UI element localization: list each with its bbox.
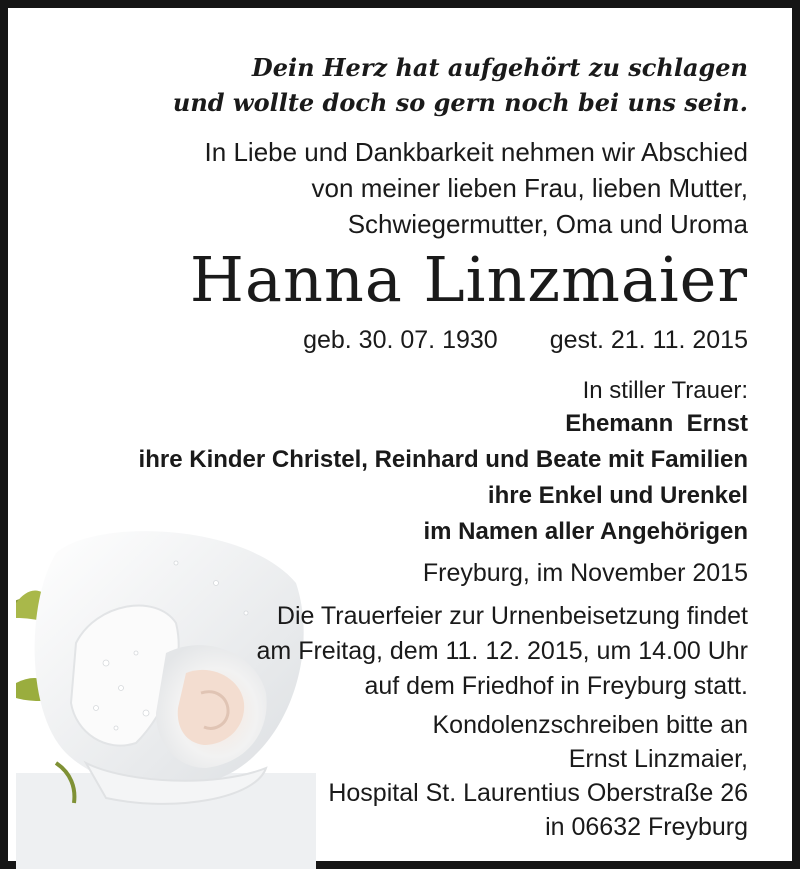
funeral-line: Die Trauerfeier zur Urnenbeisetzung findet xyxy=(276,602,748,630)
funeral-info xyxy=(188,599,748,704)
intro-line: von meiner lieben Frau, lieben Mutter, xyxy=(311,173,748,203)
deceased-name: Hanna Linzmaier xyxy=(189,243,748,316)
funeral-line: am Freitag, dem 11. 12. 2015, um 14.00 Uhr xyxy=(256,637,748,665)
condolence-line: Kondolenzschreiben bitte an xyxy=(432,711,748,739)
condolence-line: Ernst Linzmaier, xyxy=(568,745,748,773)
intro-line: In Liebe und Dankbarkeit nehmen wir Abschied xyxy=(204,137,748,167)
death-date: gest. 21. 11. 2015 xyxy=(549,326,748,354)
birth-date: geb. 30. 07. 1930 xyxy=(303,326,498,354)
mourner-line: ihre Kinder Christel, Reinhard und Beate mit Familien xyxy=(138,446,748,473)
intro-line: Schwiegermutter, Oma und Uroma xyxy=(347,209,748,239)
funeral-line: auf dem Friedhof in Freyburg statt. xyxy=(364,672,748,700)
motto-line: und wollte doch so gern noch bei uns sein. xyxy=(172,88,748,117)
condolence-line: Hospital St. Laurentius Oberstraße 26 xyxy=(328,779,748,807)
motto xyxy=(108,50,748,120)
life-dates xyxy=(148,323,748,357)
mourner-line: im Namen aller Angehörigen xyxy=(423,518,748,545)
mourner-line: ihre Enkel und Urenkel xyxy=(487,482,748,509)
motto-line: Dein Herz hat aufgehört zu schlagen xyxy=(251,53,748,82)
place-and-date: Freyburg, im November 2015 xyxy=(422,559,748,587)
condolence-line: in 06632 Freyburg xyxy=(545,813,748,841)
mourning-label: In stiller Trauer: xyxy=(582,377,748,404)
farewell-intro xyxy=(108,134,748,242)
mourner-line: Ehemann Ernst xyxy=(565,410,748,437)
condolence-address xyxy=(208,708,748,844)
mourners-list xyxy=(28,406,748,550)
